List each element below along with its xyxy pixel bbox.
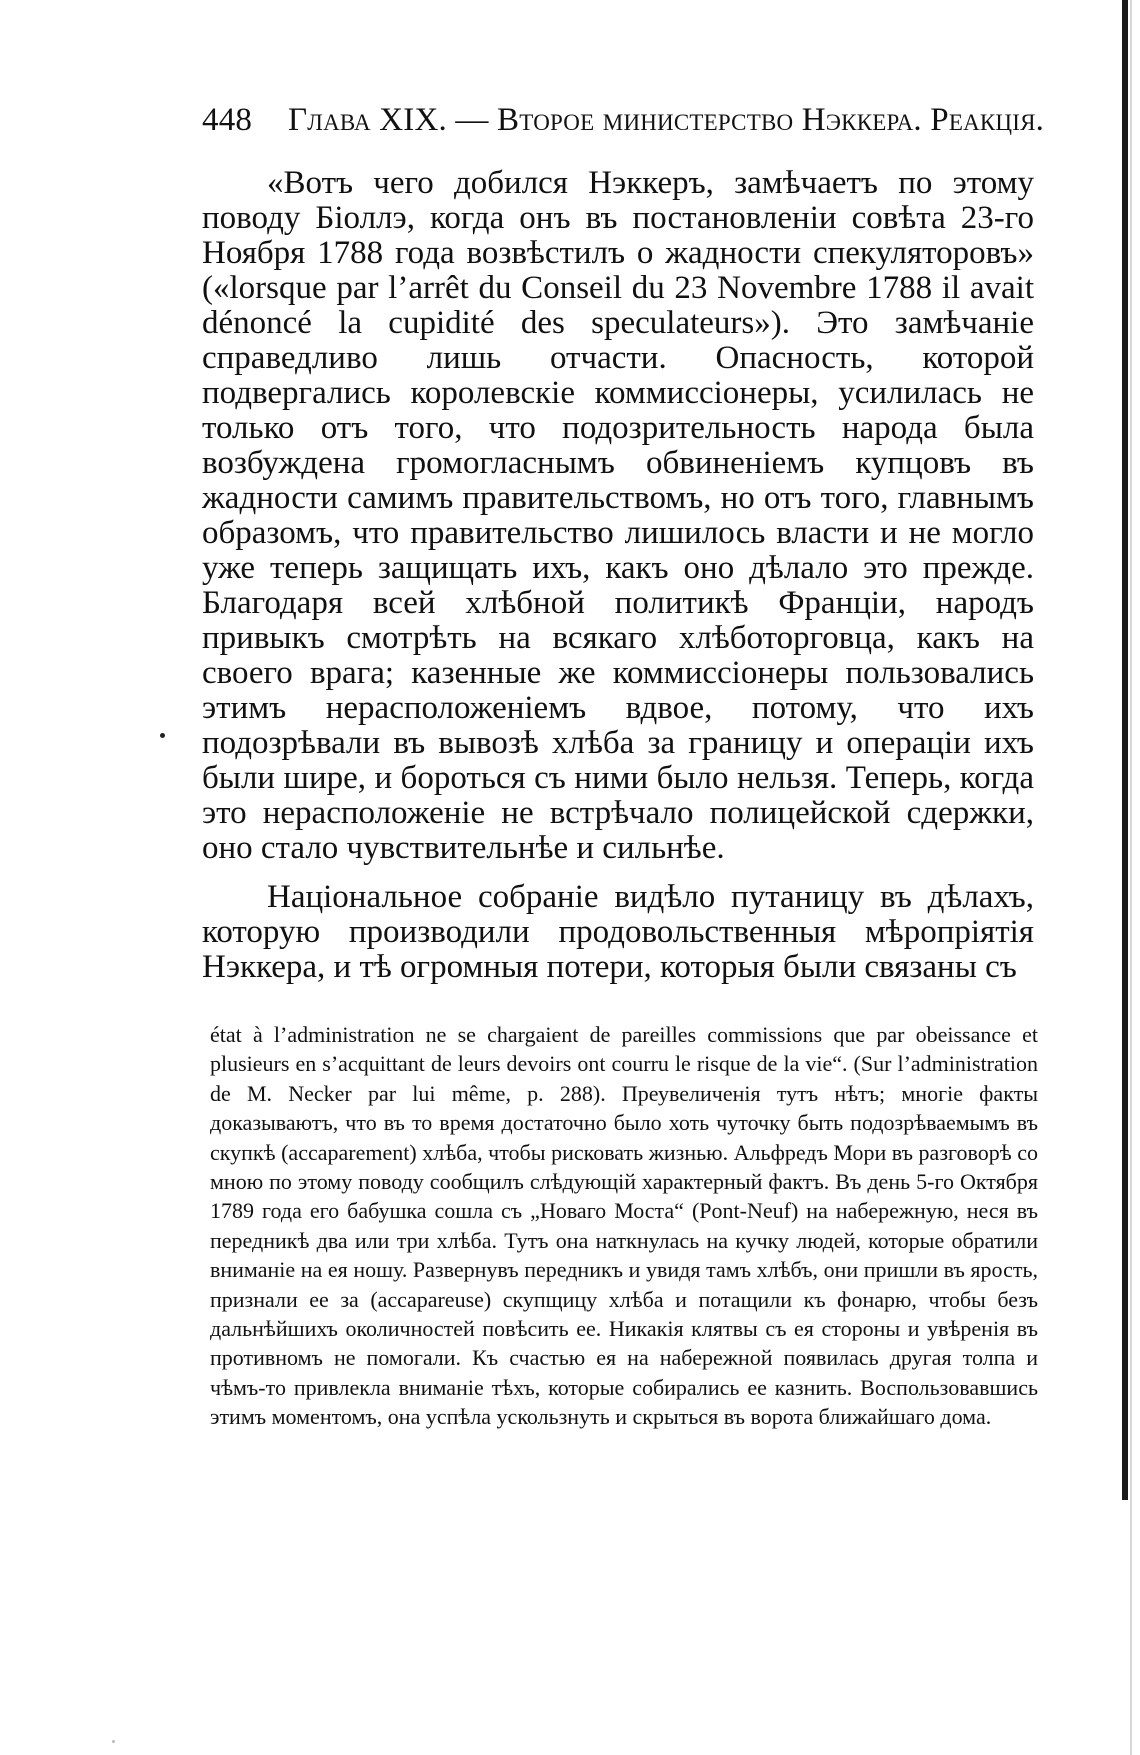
scan-speck — [112, 1740, 115, 1743]
page-edge-rule — [1122, 0, 1128, 1500]
main-text — [202, 166, 1034, 985]
margin-mark — [160, 733, 165, 738]
paragraph: «Вотъ чего добился Нэккеръ, замѣчаетъ по этому поводу Біоллэ, когда онъ въ постановленіи совѣта 23-го Ноября 1788 года возвѣстилъ о жадности спекуляторовъ» («lorsque par l’arrêt du Conseil du 23 Novembre 1788 il avait dénoncé la cupidité des speculateurs»). Это замѣчаніе справедливо лишь отчасти. Опасность, которой подвергались королевскіе коммиссіонеры, усилилась не только отъ того, что подозрительность народа была возбуждена громогласнымъ обвиненіемъ купцовъ въ жадности самимъ правительствомъ, но отъ того, главнымъ образомъ, что правительство лишилось власти и не могло уже теперь защищать ихъ, какъ оно дѣлало это прежде. Благодаря всей хлѣбной политикѣ Франціи, народъ привыкъ смотрѣть на всякаго хлѣботорговца, какъ на своего врага; казенные же коммиссіонеры пользовались этимъ нерасположеніемъ вдвое, потому, что ихъ подозрѣвали въ вывозѣ хлѣба за границу и операціи ихъ были шире, и бороться съ ними было нельзя. Теперь, когда это нерасположеніе не встрѣчало полицейской сдержки, оно стало чувствительнѣе и сильнѣе. — [202, 165, 1034, 866]
paragraph: Національное собраніе видѣло путаницу въ дѣлахъ, которую производили продовольственныя мѣропріятія Нэккера, и тѣ огромныя потери, которыя были связаны съ — [202, 879, 1034, 985]
footnote-text: état à l’administration ne se chargaient de pareilles commissions que par obeissance et plusieurs en s’acquittant de leurs devoirs ont courru le risque de la vie“. (Sur l’administration de M. Necker par lui même, p. 288). Преувеличенія тутъ нѣтъ; многіе факты доказываютъ, что въ то время достаточно было хоть чуточку быть подозрѣваемымъ въ скупкѣ (accaparement) хлѣба, чтобы рисковать жизнью. Альфредъ Мори въ разговорѣ со мною по этому поводу сообщилъ слѣдующій характерный фактъ. Въ день 5-го Октября 1789 года его бабушка сошла съ „Новаго Моста“ (Pont-Neuf) на набережную, неся въ передникѣ два или три хлѣба. Тутъ она наткнулась на кучку людей, которые обратили вниманіе на ея ношу. Развернувъ передникъ и увидя тамъ хлѣбъ, они пришли въ ярость, признали ее за (accapareuse) скупщицу хлѣба и потащили къ фонарю, чтобы безъ дальнѣйшихъ околичностей повѣсить ее. Никакія клятвы съ ея стороны и увѣренія въ противномъ не помогали. Къ счастью ея на набережной появилась другая толпа и чѣмъ-то привлекла вниманіе тѣхъ, которые собирались ее казнить. Воспользовавшись этимъ моментомъ, она успѣла ускользнуть и скрыться въ ворота ближайшаго дома. — [210, 1022, 1038, 1430]
footnote — [210, 1020, 1038, 1432]
page-edge-shadow — [1130, 0, 1132, 1755]
running-title: Глава XIX. — Второе министерство Нэккера. Реакція. — [288, 102, 1045, 138]
page-number: 448 — [202, 102, 253, 138]
running-header — [202, 102, 1060, 146]
